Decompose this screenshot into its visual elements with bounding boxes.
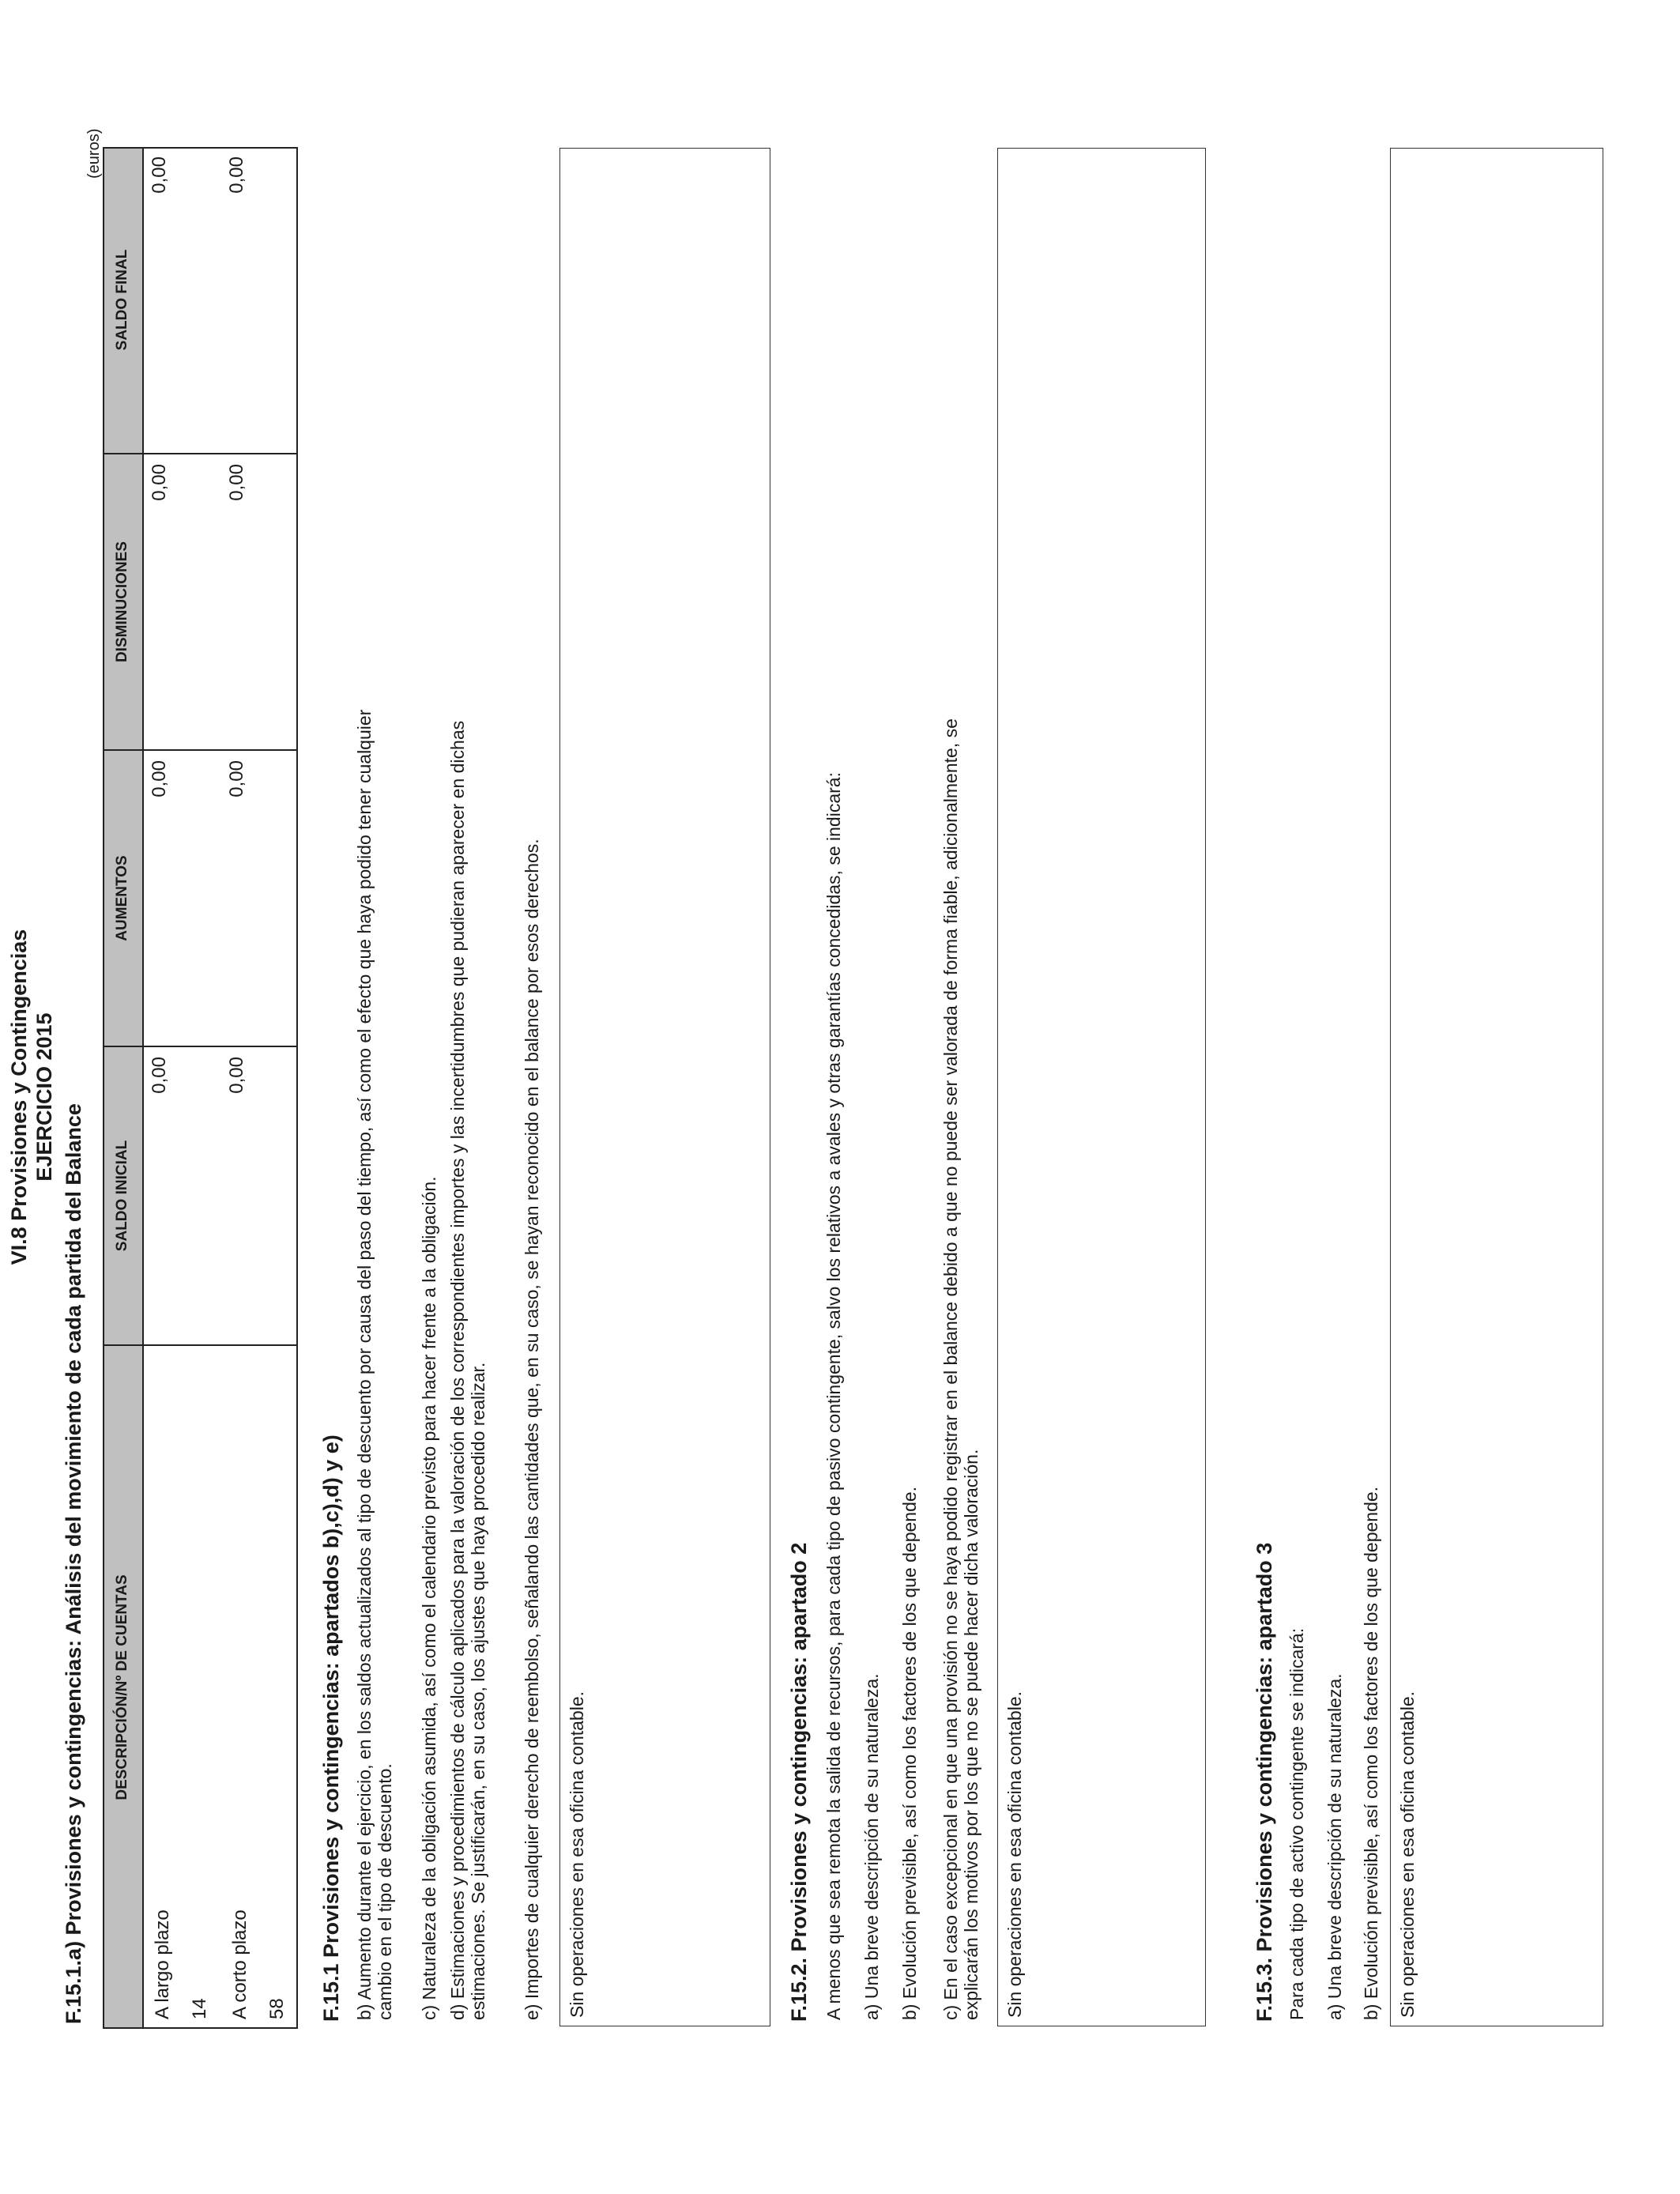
section-1-item-d: d) Estimaciones y procedimientos de cálculo aplicados para la valoración de los correspondientes importes y las incertidumbres que pudieran aparecer en dichas estimaciones. Se justificarán, en su caso, los ajustes que haya procedido realizar. bbox=[447, 720, 488, 2020]
row-label: A largo plazo bbox=[152, 1909, 173, 2019]
section-2-item-b: b) Evolución previsible, así como los factores de los que depende. bbox=[899, 1486, 920, 2020]
section-1-answer-text: Sin operaciones en esa oficina contable. bbox=[567, 1691, 587, 2018]
cell-saldo-final: 0,00 bbox=[221, 147, 298, 454]
col-header-disminuciones: DISMINUCIONES bbox=[103, 454, 143, 750]
section-3-answer-box bbox=[1390, 148, 1603, 2026]
section-3-intro: Para cada tipo de activo contingente se indicará: bbox=[1286, 1627, 1307, 2020]
cell-aumentos: 0,00 bbox=[221, 750, 298, 1046]
section-1-item-c: c) Naturaleza de la obligación asumida, así como el calendario previsto para hacer frente a la obligación. bbox=[419, 1176, 439, 2020]
row-account: 58 bbox=[266, 1998, 288, 2019]
units-label: (euros) bbox=[85, 128, 103, 179]
row-label: A corto plazo bbox=[228, 1909, 250, 2019]
section-3-heading: F.15.3. Provisiones y contingencias: apartado 3 bbox=[1252, 1542, 1276, 2022]
section-3-item-a: a) Una breve descripción de su naturaleza. bbox=[1324, 1673, 1345, 2020]
row-account: 14 bbox=[189, 1998, 210, 2019]
cell-disminuciones: 0,00 bbox=[143, 454, 221, 750]
movement-heading: F.15.1.a) Provisiones y contingencias: Análisis del movimiento de cada partida del Balance bbox=[62, 1103, 85, 2024]
page-title: VI.8 Provisiones y Contingencias bbox=[7, 929, 31, 1265]
section-2-answer-text: Sin operaciones en esa oficina contable. bbox=[1004, 1691, 1025, 2018]
table-row bbox=[221, 147, 298, 2029]
cell-disminuciones: 0,00 bbox=[221, 454, 298, 750]
section-2-answer-box bbox=[997, 148, 1206, 2026]
col-header-saldo-final: SALDO FINAL bbox=[103, 147, 143, 454]
col-header-aumentos: AUMENTOS bbox=[103, 750, 143, 1046]
col-header-description: DESCRIPCIÓN/Nº DE CUENTAS bbox=[103, 1345, 143, 2029]
cell-aumentos: 0,00 bbox=[143, 750, 221, 1046]
table-header-row bbox=[103, 147, 143, 2029]
section-1-item-b: b) Aumento durante el ejercicio, en los saldos actualizados al tipo de descuento por causa del paso del tiempo, así como el efecto que haya podido tener cualquier cambio en el tipo de descuento. bbox=[354, 709, 395, 2020]
cell-saldo-final: 0,00 bbox=[143, 147, 221, 454]
section-3-answer-text: Sin operaciones en esa oficina contable. bbox=[1397, 1691, 1418, 2018]
cell-saldo-inicial: 0,00 bbox=[221, 1046, 298, 1345]
cell-saldo-inicial: 0,00 bbox=[143, 1046, 221, 1345]
section-2-heading: F.15.2. Provisiones y contingencias: apartado 2 bbox=[787, 1542, 811, 2022]
fiscal-year: EJERCICIO 2015 bbox=[32, 1012, 56, 1182]
section-2-intro: A menos que sea remota la salida de recursos, para cada tipo de pasivo contingente, salvo los relativos a avales y otras garantías concedidas, se indicará: bbox=[823, 772, 844, 2020]
section-1-heading: F.15.1 Provisiones y contingencias: apartados b),c),d) y e) bbox=[319, 1434, 343, 2022]
col-header-saldo-inicial: SALDO INICIAL bbox=[103, 1046, 143, 1345]
movement-table bbox=[103, 147, 298, 2029]
section-2-item-a: a) Una breve descripción de su naturaleza. bbox=[861, 1673, 882, 2020]
section-1-answer-box bbox=[559, 148, 770, 2026]
row-description bbox=[221, 1345, 298, 2029]
table-row bbox=[143, 147, 221, 2029]
row-description bbox=[143, 1345, 221, 2029]
section-1-item-e: e) Importes de cualquier derecho de reembolso, señalando las cantidades que, en su caso, se hayan reconocido en el balance por esos derechos. bbox=[522, 839, 542, 2020]
section-2-item-c: c) En el caso excepcional en que una provisión no se haya podido registrar en el balance debido a que no puede ser valorada de forma fiable, adicionalmente, se explicarán los motivos por los que no se puede hacer dicha valoración. bbox=[940, 718, 981, 2020]
section-3-item-b: b) Evolución previsible, así como los factores de los que depende. bbox=[1361, 1486, 1381, 2020]
